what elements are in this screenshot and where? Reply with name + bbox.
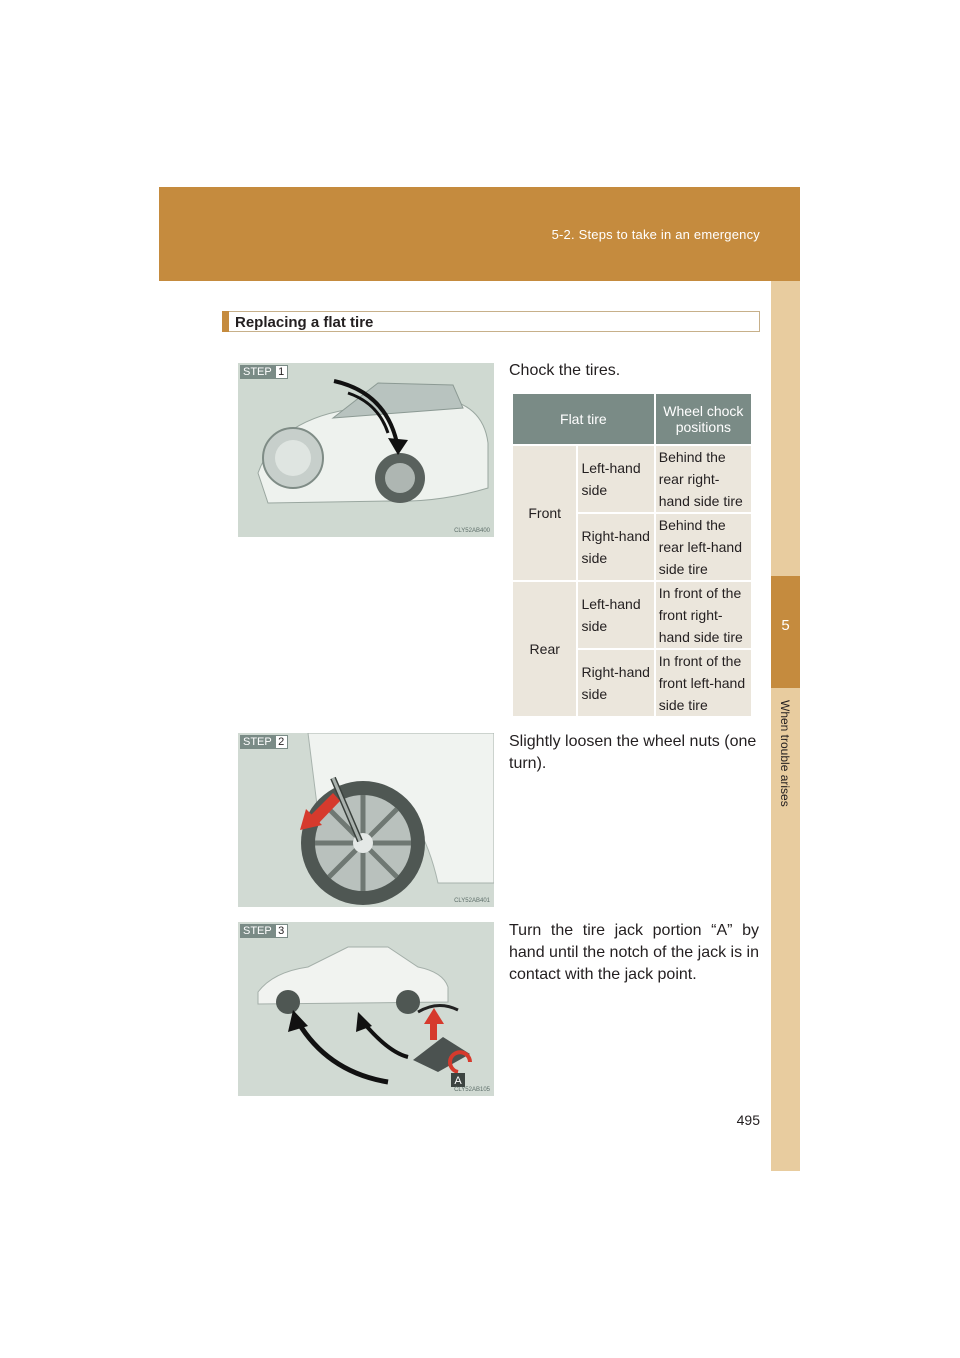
chapter-label bbox=[771, 700, 800, 940]
table-header-row bbox=[513, 394, 751, 444]
section-title-box bbox=[222, 311, 760, 332]
header-band bbox=[159, 187, 800, 281]
chapter-label-text: When trouble arises bbox=[777, 700, 792, 807]
table-cell-position: In front of the front left-hand side tire bbox=[656, 650, 751, 716]
table-cell-side: Right-hand side bbox=[578, 650, 653, 716]
step-number: 2 bbox=[275, 735, 288, 749]
step-label: STEP bbox=[240, 924, 275, 938]
step1-illustration bbox=[238, 363, 494, 537]
section-title-accent bbox=[222, 311, 229, 332]
step1-text: Chock the tires. bbox=[509, 362, 621, 379]
table-cell-position: In front of the front right-hand side tire bbox=[656, 582, 751, 648]
chapter-number: 5 bbox=[781, 617, 790, 634]
car-front-illustration bbox=[238, 363, 494, 537]
section-title: Replacing a flat tire bbox=[235, 314, 374, 331]
wheel-wrench-illustration bbox=[238, 733, 494, 907]
table-row bbox=[513, 582, 751, 648]
step2-illustration bbox=[238, 733, 494, 907]
step3-illustration bbox=[238, 922, 494, 1096]
step-number: 3 bbox=[275, 924, 288, 938]
step-badge bbox=[240, 924, 288, 938]
callout-a: A bbox=[454, 1075, 462, 1087]
step-label: STEP bbox=[240, 735, 275, 749]
table-cell-side: Left-hand side bbox=[578, 446, 653, 512]
page-number: 495 bbox=[736, 1112, 760, 1128]
table-cell-position: Behind the rear left-hand side tire bbox=[656, 514, 751, 580]
table-header-chock-positions: Wheel chock positions bbox=[656, 394, 751, 444]
table-cell-side: Right-hand side bbox=[578, 514, 653, 580]
step-number: 1 bbox=[275, 365, 288, 379]
table-header-flat-tire: Flat tire bbox=[513, 394, 654, 444]
step-badge bbox=[240, 735, 288, 749]
step-badge bbox=[240, 365, 288, 379]
table-cell-side: Left-hand side bbox=[578, 582, 653, 648]
step3-text: Turn the tire jack portion “A” by hand until the notch of the jack is in contact with the jack point. bbox=[509, 922, 759, 983]
wheel-chock-table bbox=[511, 392, 753, 718]
table-row bbox=[513, 446, 751, 512]
image-code: CLY52AB401 bbox=[454, 898, 490, 904]
step2-text: Slightly loosen the wheel nuts (one turn). bbox=[509, 733, 757, 772]
table-cell-position: Behind the rear right-hand side tire bbox=[656, 446, 751, 512]
step-label: STEP bbox=[240, 365, 275, 379]
image-code: CLY52AB400 bbox=[454, 528, 490, 534]
jack-illustration bbox=[238, 922, 494, 1096]
header-section-title: 5-2. Steps to take in an emergency bbox=[551, 227, 760, 242]
table-group-front: Front bbox=[513, 446, 576, 580]
image-code: CLY52AB105 bbox=[454, 1087, 490, 1093]
table-group-rear: Rear bbox=[513, 582, 576, 716]
